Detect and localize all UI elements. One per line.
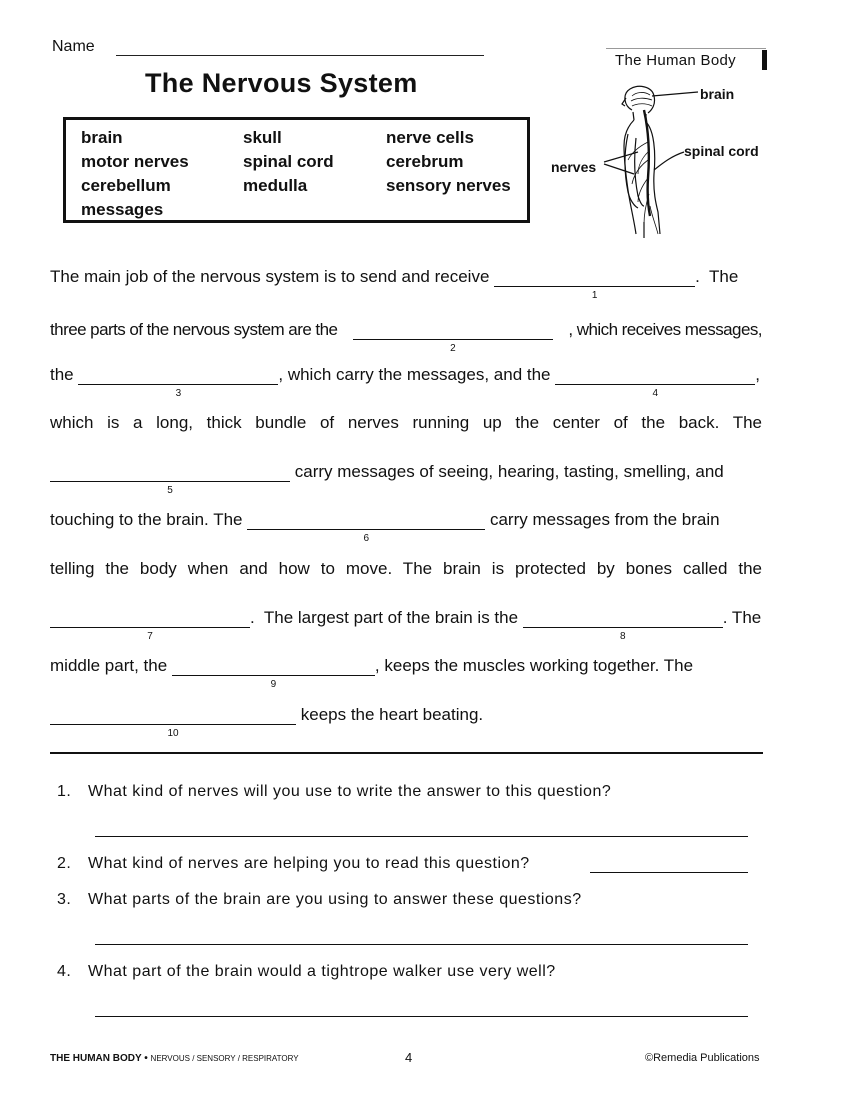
paragraph-line: the 3 , which carry the messages, and the 4 , [50, 365, 760, 399]
name-label: Name [52, 38, 95, 55]
question-1: 1. What kind of nerves will you use to write the answer to this question? [57, 783, 612, 800]
question-3: 3. What parts of the brain are you using to answer these questions? [57, 891, 582, 908]
paragraph-line: touching to the brain. The 6 carry messages from the brain [50, 510, 720, 544]
answer-line-3[interactable] [95, 944, 748, 945]
answer-blank-9[interactable]: 9 [172, 657, 375, 676]
answer-blank-7[interactable]: 7 [50, 609, 250, 628]
paragraph-line: 10 keeps the heart beating. [50, 705, 762, 729]
nervous-system-figure [548, 82, 778, 242]
paragraph-line: telling the body when and how to move. The brain is protected by bones called the [50, 559, 762, 578]
answer-blank-8[interactable]: 8 [523, 609, 723, 628]
question-2: 2. What kind of nerves are helping you to read this question? [57, 855, 530, 872]
word-bank-item: medulla [243, 176, 308, 195]
answer-blank-1[interactable]: 1 [494, 268, 695, 287]
series-rule [606, 48, 766, 49]
answer-blank-5[interactable]: 5 [50, 463, 290, 482]
word-bank-item: cerebellum [81, 176, 171, 195]
word-bank-item: sensory nerves [386, 176, 511, 195]
word-bank-item: cerebrum [386, 152, 464, 171]
series-bar [762, 50, 767, 70]
word-bank-item: motor nerves [81, 152, 189, 171]
word-bank-item: messages [81, 200, 164, 219]
answer-line-2[interactable] [590, 872, 748, 873]
page-number: 4 [405, 1050, 413, 1065]
answer-blank-3[interactable]: 3 [78, 366, 278, 385]
answer-blank-2[interactable]: 2 [353, 321, 553, 340]
figure-label-brain: brain [700, 86, 735, 102]
figure-label-nerves: nerves [551, 159, 597, 175]
answer-line-4[interactable] [95, 1016, 748, 1017]
section-divider [50, 752, 763, 754]
paragraph-line: which is a long, thick bundle of nerves running up the center of the back. The [50, 413, 762, 432]
paragraph-line: three parts of the nervous system are the 2 , which receives messages, [50, 320, 762, 354]
answer-blank-6[interactable]: 6 [247, 511, 485, 530]
answer-blank-4[interactable]: 4 [555, 366, 755, 385]
footer-series: THE HUMAN BODY • NERVOUS / SENSORY / RESPIRATORY [50, 1053, 299, 1064]
page-title: The Nervous System [145, 68, 418, 98]
name-blank-line[interactable] [116, 55, 484, 56]
answer-blank-10[interactable]: 10 [50, 706, 296, 725]
series-label: The Human Body [615, 52, 736, 69]
paragraph-line: middle part, the 9 , keeps the muscles working together. The [50, 656, 694, 690]
word-bank-item: brain [81, 128, 123, 147]
word-bank-item: spinal cord [243, 152, 334, 171]
footer-publisher: ©Remedia Publications [645, 1052, 760, 1064]
paragraph-line: 5 carry messages of seeing, hearing, tasting, smelling, and [50, 462, 762, 486]
word-bank-item: skull [243, 128, 282, 147]
question-4: 4. What part of the brain would a tightrope walker use very well? [57, 963, 556, 980]
paragraph-line: 7 . The largest part of the brain is the 8 . The [50, 608, 762, 632]
word-bank-item: nerve cells [386, 128, 474, 147]
paragraph-line: The main job of the nervous system is to send and receive 1 . The [50, 267, 739, 301]
answer-line-1[interactable] [95, 836, 748, 837]
figure-label-spinal-cord: spinal cord [684, 143, 759, 159]
word-bank [63, 117, 530, 223]
